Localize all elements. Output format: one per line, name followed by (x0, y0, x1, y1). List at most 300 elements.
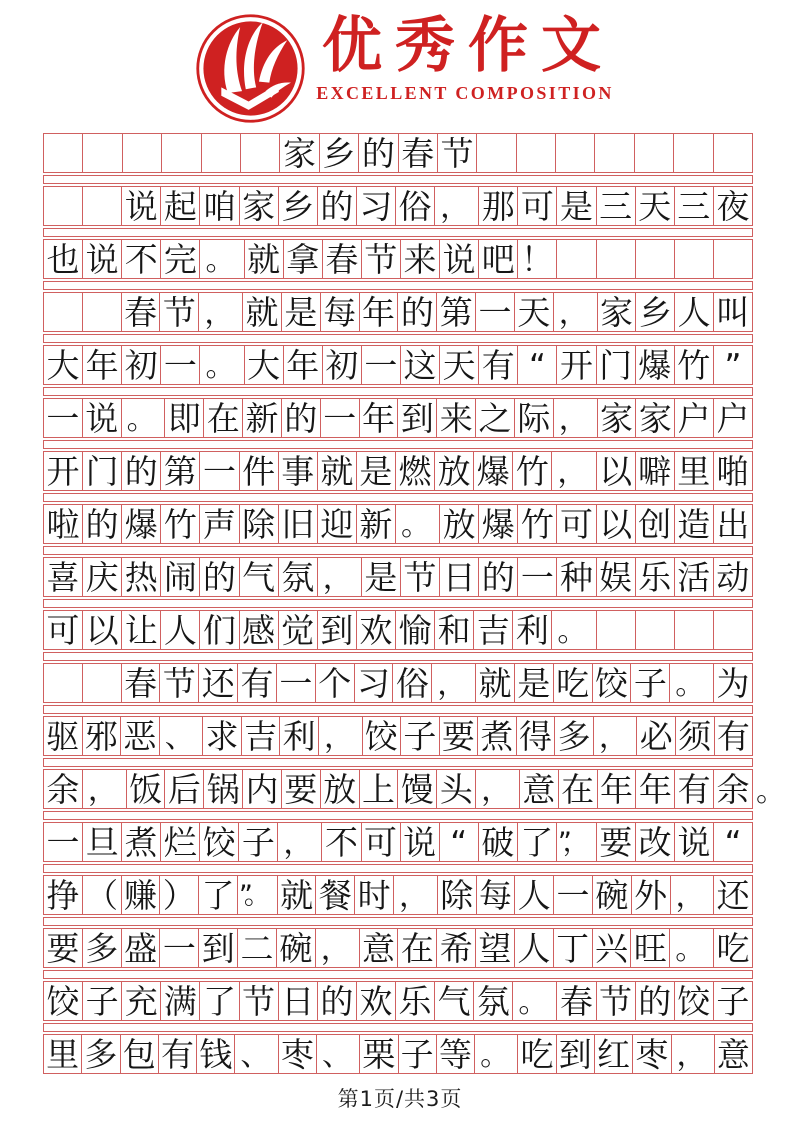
grid-cell-character: 娱 (597, 557, 636, 597)
grid-row (43, 398, 753, 438)
grid-cell-character: 家 (598, 398, 637, 438)
grid-cell-character: 件 (240, 451, 279, 491)
grid-cell-character: 爆 (479, 504, 518, 544)
grid-cell-character: 年 (636, 769, 675, 809)
grid-cell-character: 噼 (636, 451, 675, 491)
grid-cell-character: 春 (323, 239, 362, 279)
grid-cell-character: 要 (597, 822, 636, 862)
grid-cell-character: 爆 (474, 451, 513, 491)
grid-cell-character: 里 (675, 451, 714, 491)
grid-cell-character: ， (554, 398, 598, 438)
grid-cell-character: 气 (240, 557, 279, 597)
grid-cell-character: 挣 (44, 875, 83, 915)
grid-cell-character: 让 (122, 610, 161, 650)
grid-cell-character: 新 (243, 398, 282, 438)
grid-cell-character: 即 (165, 398, 204, 438)
grid-cell-character: 的 (479, 557, 518, 597)
grid-cell-character: 竹 (161, 504, 200, 544)
grid-cell-character: 节 (160, 663, 199, 703)
grid-cell-character: “ (440, 822, 479, 862)
grid-cell-character: 吃 (714, 928, 753, 968)
grid-cell-character: 爆 (636, 345, 675, 385)
grid-cell-character: 也 (44, 239, 83, 279)
grid-cell-character: ， (594, 716, 638, 756)
grid-cell-character: 、 (317, 1034, 360, 1074)
grid-cell-character: 气 (435, 981, 474, 1021)
grid-cell-character: 动 (714, 557, 753, 597)
grid-cell-character: 不 (122, 239, 161, 279)
grid-cell-character: 赚 (122, 875, 161, 915)
grid-cell-character: 的 (359, 133, 398, 173)
grid-cell-empty (675, 610, 714, 650)
grid-cell-character: 户 (714, 398, 753, 438)
grid-cell-character: 改 (636, 822, 675, 862)
grid-cell-character: 年 (598, 769, 637, 809)
grid-cell-character: 的 (83, 504, 122, 544)
grid-spacer-band (43, 705, 753, 714)
grid-row (43, 451, 753, 491)
grid-cell-character: 际 (515, 398, 554, 438)
grid-cell-character: 就 (318, 451, 357, 491)
grid-cell-character: 天 (440, 345, 479, 385)
grid-cell-character: 活 (675, 557, 714, 597)
grid-cell-character: 除 (438, 875, 477, 915)
grid-cell-character: 一 (321, 398, 360, 438)
grid-cell-character: 初 (323, 345, 362, 385)
grid-cell-character: 是 (362, 557, 401, 597)
grid-cell-character: 饺 (44, 981, 83, 1021)
grid-cell-character: 家 (280, 133, 319, 173)
grid-cell-character: 第 (437, 292, 476, 332)
grid-cell-character: 吃 (554, 663, 593, 703)
grid-cell-character: ， (435, 186, 479, 226)
grid-cell-character: 说 (675, 822, 714, 862)
grid-cell-character: 放 (435, 451, 474, 491)
grid-cell-character: 竹 (518, 504, 557, 544)
grid-cell-character: 家 (598, 292, 637, 332)
grid-cell-character: 多 (82, 1034, 120, 1074)
grid-cell-character: 欢 (357, 981, 396, 1021)
grid-cell-character: 日 (279, 981, 318, 1021)
grid-cell-character: 乡 (320, 133, 359, 173)
grid-spacer-band (43, 387, 753, 396)
grid-spacer-band (43, 1023, 753, 1032)
grid-row (43, 504, 753, 544)
grid-cell-character: 利 (513, 610, 552, 650)
grid-cell-character: ”。 (238, 875, 278, 915)
grid-cell-character: 子 (631, 663, 670, 703)
grid-cell-character: 不 (322, 822, 361, 862)
grid-cell-empty (636, 239, 675, 279)
grid-cell-character: 求 (203, 716, 242, 756)
grid-cell-character: ， (316, 928, 360, 968)
grid-cell-character: 就 (243, 292, 282, 332)
grid-cell-character: ” (714, 345, 753, 385)
grid-cell-character: 春 (399, 133, 438, 173)
grid-cell-character: 意 (360, 928, 399, 968)
grid-spacer-band (43, 440, 753, 449)
grid-cell-character: 子 (714, 981, 753, 1021)
grid-cell-character: 一 (476, 292, 515, 332)
grid-cell-character: 要 (440, 716, 479, 756)
grid-cell-character: 每 (477, 875, 516, 915)
grid-cell-character: 等 (437, 1034, 475, 1074)
grid-row (43, 822, 753, 862)
grid-cell-character: 煮 (478, 716, 517, 756)
grid-cell-empty (83, 133, 122, 173)
grid-cell-empty (83, 292, 122, 332)
grid-cell-character: 在 (204, 398, 243, 438)
grid-cell-character: 春 (122, 663, 161, 703)
grid-cell-character: 望 (476, 928, 515, 968)
grid-cell-character: 一 (200, 451, 239, 491)
grid-cell-character: 了 (199, 875, 238, 915)
grid-cell-character: 的 (282, 398, 321, 438)
grid-cell-character: 馒 (398, 769, 437, 809)
grid-cell-character: 日 (440, 557, 479, 597)
grid-row (43, 292, 753, 332)
grid-cell-character: 造 (675, 504, 714, 544)
grid-cell-character: 和 (435, 610, 474, 650)
brand-text-block (315, 12, 615, 104)
grid-cell-character: 觉 (279, 610, 318, 650)
grid-cell-character: 时 (355, 875, 394, 915)
grid-cell-character: 多 (83, 928, 122, 968)
grid-cell-character: 到 (398, 398, 437, 438)
grid-cell-character: 夜 (714, 186, 753, 226)
grid-cell-empty (44, 186, 83, 226)
grid-cell-character: 节 (160, 292, 199, 332)
grid-cell-character: 了 (200, 981, 239, 1021)
grid-cell-character: （ (83, 875, 122, 915)
grid-cell-character: 燃 (396, 451, 435, 491)
grid-cell-character: 以 (597, 451, 636, 491)
grid-cell-character: 起 (161, 186, 200, 226)
grid-cell-character: 到 (557, 1034, 595, 1074)
grid-cell-character: ， (432, 663, 476, 703)
grid-cell-character: 节 (597, 981, 636, 1021)
grid-cell-character: 有 (715, 716, 754, 756)
grid-cell-character: 庆 (83, 557, 122, 597)
grid-row (43, 875, 753, 915)
grid-cell-character: 栗 (360, 1034, 398, 1074)
grid-cell-character: 门 (83, 451, 122, 491)
grid-cell-character: “ (518, 345, 557, 385)
book-leaves-emblem-icon (194, 12, 307, 125)
grid-cell-character: 门 (597, 345, 636, 385)
grid-spacer-band (43, 599, 753, 608)
grid-cell-character: 的 (398, 292, 437, 332)
grid-cell-character: 那 (479, 186, 518, 226)
grid-cell-character: 旦 (83, 822, 122, 862)
grid-row (43, 345, 753, 385)
grid-cell-character: 三 (675, 186, 714, 226)
grid-cell-character: 个 (316, 663, 355, 703)
grid-cell-character: 煮 (122, 822, 161, 862)
grid-cell-character: 说 (122, 186, 161, 226)
grid-cell-character: 节 (362, 239, 401, 279)
grid-cell-empty (162, 133, 201, 173)
grid-cell-character: 。 (200, 239, 244, 279)
grid-cell-character: 意 (715, 1034, 753, 1074)
grid-cell-character: 邪 (83, 716, 122, 756)
grid-cell-empty (674, 133, 713, 173)
grid-cell-character: 说 (401, 822, 440, 862)
grid-cell-empty (83, 186, 122, 226)
grid-cell-character: 乡 (636, 292, 675, 332)
grid-cell-character: 余 (714, 769, 753, 809)
grid-cell-character: 意 (520, 769, 559, 809)
grid-cell-empty (675, 239, 714, 279)
grid-cell-character: 节 (401, 557, 440, 597)
grid-spacer-band (43, 917, 753, 926)
grid-cell-empty (44, 133, 83, 173)
grid-cell-character: 氛 (279, 557, 318, 597)
grid-cell-character: 可 (518, 186, 557, 226)
grid-cell-character: 在 (559, 769, 598, 809)
grid-cell-character: 乡 (279, 186, 318, 226)
grid-cell-character: 。 (396, 504, 440, 544)
grid-cell-empty (83, 663, 122, 703)
overflow-punctuation: 。 (756, 774, 786, 809)
grid-cell-empty (597, 610, 636, 650)
grid-cell-character: ， (318, 557, 362, 597)
grid-cell-character: 外 (632, 875, 671, 915)
grid-cell-character: 。 (122, 398, 166, 438)
grid-cell-character: 烂 (161, 822, 200, 862)
grid-cell-character: 咱 (200, 186, 239, 226)
grid-cell-character: 啦 (44, 504, 83, 544)
grid-cell-character: 一 (160, 928, 199, 968)
grid-cell-character: 得 (517, 716, 556, 756)
grid-cell-character: 希 (437, 928, 476, 968)
grid-cell-character: 。 (200, 345, 244, 385)
grid-cell-character: 初 (122, 345, 161, 385)
grid-spacer-band (43, 758, 753, 767)
grid-cell-character: 饭 (127, 769, 166, 809)
grid-cell-character: 一 (44, 822, 83, 862)
grid-cell-character: 年 (360, 398, 399, 438)
grid-cell-empty (477, 133, 516, 173)
grid-cell-character: 。 (552, 610, 596, 650)
grid-cell-character: ） (160, 875, 199, 915)
grid-cell-character: 迎 (318, 504, 357, 544)
grid-cell-character: 一 (554, 875, 593, 915)
grid-spacer-band (43, 281, 753, 290)
grid-cell-character: 家 (636, 398, 675, 438)
grid-cell-empty (556, 133, 595, 173)
grid-cell-character: 三 (597, 186, 636, 226)
grid-cell-character: 大 (44, 345, 83, 385)
grid-cell-character: 满 (161, 981, 200, 1021)
grid-cell-character: 的 (636, 981, 675, 1021)
grid-cell-character: 饺 (363, 716, 402, 756)
grid-cell-character: 声 (200, 504, 239, 544)
grid-cell-character: “ (714, 822, 753, 862)
grid-cell-character: 丁 (554, 928, 593, 968)
grid-cell-character: 旺 (631, 928, 670, 968)
grid-cell-character: 啪 (714, 451, 753, 491)
grid-cell-character: 上 (360, 769, 399, 809)
grid-row (43, 981, 753, 1021)
grid-cell-character: 枣 (279, 1034, 317, 1074)
grid-cell-character: 的 (200, 557, 239, 597)
grid-cell-empty (44, 292, 83, 332)
grid-cell-character: 就 (476, 663, 515, 703)
grid-row (43, 928, 753, 968)
grid-cell-character: 恶 (121, 716, 160, 756)
grid-cell-empty (557, 239, 596, 279)
grid-cell-character: 俗 (393, 663, 432, 703)
grid-cell-character: 说 (440, 239, 479, 279)
grid-cell-character: 天 (636, 186, 675, 226)
grid-cell-character: 节 (240, 981, 279, 1021)
grid-cell-character: 吧 (479, 239, 518, 279)
grid-cell-character: 后 (165, 769, 204, 809)
grid-cell-character: 要 (44, 928, 83, 968)
grid-cell-character: 们 (200, 610, 239, 650)
grid-cell-character: 年 (360, 292, 399, 332)
grid-cell-character: ”， (557, 822, 597, 862)
grid-cell-empty (241, 133, 280, 173)
grid-cell-character: 兴 (593, 928, 632, 968)
grid-cell-character: 是 (515, 663, 554, 703)
grid-cell-character: 竹 (675, 345, 714, 385)
grid-cell-character: 年 (83, 345, 122, 385)
grid-cell-character: 俗 (396, 186, 435, 226)
grid-cell-character: 开 (44, 451, 83, 491)
grid-cell-character: 放 (440, 504, 479, 544)
grid-cell-character: 事 (279, 451, 318, 491)
grid-cell-character: 就 (245, 239, 284, 279)
grid-cell-character: 是 (282, 292, 321, 332)
grid-row (43, 1034, 753, 1074)
grid-cell-character: ！ (518, 239, 557, 279)
grid-cell-character: 种 (557, 557, 596, 597)
grid-row (43, 133, 753, 173)
grid-cell-character: 有 (675, 769, 714, 809)
grid-cell-character: 可 (557, 504, 596, 544)
grid-cell-character: 愉 (396, 610, 435, 650)
grid-cell-character: 饺 (593, 663, 632, 703)
grid-cell-character: 旧 (279, 504, 318, 544)
grid-cell-character: 头 (437, 769, 476, 809)
grid-cell-character: 子 (83, 981, 122, 1021)
grid-cell-character: ， (672, 1034, 715, 1074)
grid-cell-empty (714, 133, 753, 173)
grid-cell-character: 除 (240, 504, 279, 544)
grid-cell-character: 内 (243, 769, 282, 809)
grid-cell-character: 年 (284, 345, 323, 385)
grid-cell-character: 人 (515, 928, 554, 968)
grid-cell-character: 创 (636, 504, 675, 544)
grid-cell-character: 一 (44, 398, 83, 438)
grid-cell-character: 来 (437, 398, 476, 438)
grid-cell-character: 还 (714, 875, 753, 915)
grid-cell-character: 到 (199, 928, 238, 968)
grid-cell-empty (636, 610, 675, 650)
grid-cell-character: 子 (401, 716, 440, 756)
grid-cell-character: 是 (357, 451, 396, 491)
grid-cell-character: 叫 (714, 292, 753, 332)
grid-cell-character: 锅 (204, 769, 243, 809)
grid-row (43, 769, 786, 809)
grid-cell-character: 习 (355, 663, 394, 703)
grid-cell-character: 在 (398, 928, 437, 968)
grid-cell-character: 天 (515, 292, 554, 332)
grid-cell-character: 碗 (277, 928, 316, 968)
grid-row (43, 557, 753, 597)
grid-cell-character: 钱 (197, 1034, 235, 1074)
grid-cell-character: 乐 (636, 557, 675, 597)
grid-row (43, 663, 753, 703)
grid-cell-character: 枣 (633, 1034, 671, 1074)
grid-cell-character: 户 (675, 398, 714, 438)
grid-cell-character: 餐 (316, 875, 355, 915)
grid-cell-character: 子 (239, 822, 278, 862)
brand-title-cn: 优秀作文 (322, 11, 614, 81)
grid-cell-character: 热 (122, 557, 161, 597)
grid-cell-character: 出 (714, 504, 753, 544)
grid-row (43, 186, 753, 226)
grid-spacer-band (43, 228, 753, 237)
grid-cell-character: 二 (238, 928, 277, 968)
grid-cell-character: 必 (637, 716, 676, 756)
grid-cell-character: 有 (159, 1034, 197, 1074)
grid-cell-character: 感 (240, 610, 279, 650)
grid-spacer-band (43, 546, 753, 555)
grid-cell-character: 可 (362, 822, 401, 862)
grid-cell-character: 之 (476, 398, 515, 438)
grid-cell-character: 每 (321, 292, 360, 332)
grid-spacer-band (43, 811, 753, 820)
brand-header (194, 12, 615, 125)
grid-cell-character: 多 (555, 716, 594, 756)
grid-cell-empty (597, 239, 636, 279)
grid-cell-character: ， (552, 451, 596, 491)
grid-spacer-band (43, 652, 753, 661)
grid-cell-character: 破 (479, 822, 518, 862)
grid-cell-character: 人 (161, 610, 200, 650)
grid-cell-character: 、 (160, 716, 204, 756)
grid-cell-character: ， (278, 822, 322, 862)
grid-cell-character: 。 (475, 1034, 518, 1074)
grid-cell-character: ， (199, 292, 243, 332)
grid-cell-character: 这 (401, 345, 440, 385)
grid-cell-character: 春 (557, 981, 596, 1021)
grid-cell-character: 可 (44, 610, 83, 650)
grid-cell-empty (635, 133, 674, 173)
grid-spacer-band (43, 175, 753, 184)
grid-cell-character: 放 (321, 769, 360, 809)
grid-cell-empty (517, 133, 556, 173)
grid-cell-character: 。 (670, 928, 714, 968)
grid-row (43, 610, 753, 650)
grid-cell-character: 家 (240, 186, 279, 226)
grid-cell-character: 的 (318, 981, 357, 1021)
grid-cell-character: 说 (83, 239, 122, 279)
grid-cell-empty (714, 239, 753, 279)
grid-spacer-band (43, 493, 753, 502)
grid-cell-empty (44, 663, 83, 703)
grid-spacer-band (43, 864, 753, 873)
grid-cell-character: 竹 (513, 451, 552, 491)
grid-cell-character: 有 (238, 663, 277, 703)
grid-cell-character: ， (83, 769, 127, 809)
grid-cell-character: 吉 (474, 610, 513, 650)
grid-cell-character: 人 (515, 875, 554, 915)
grid-cell-character: ， (671, 875, 715, 915)
